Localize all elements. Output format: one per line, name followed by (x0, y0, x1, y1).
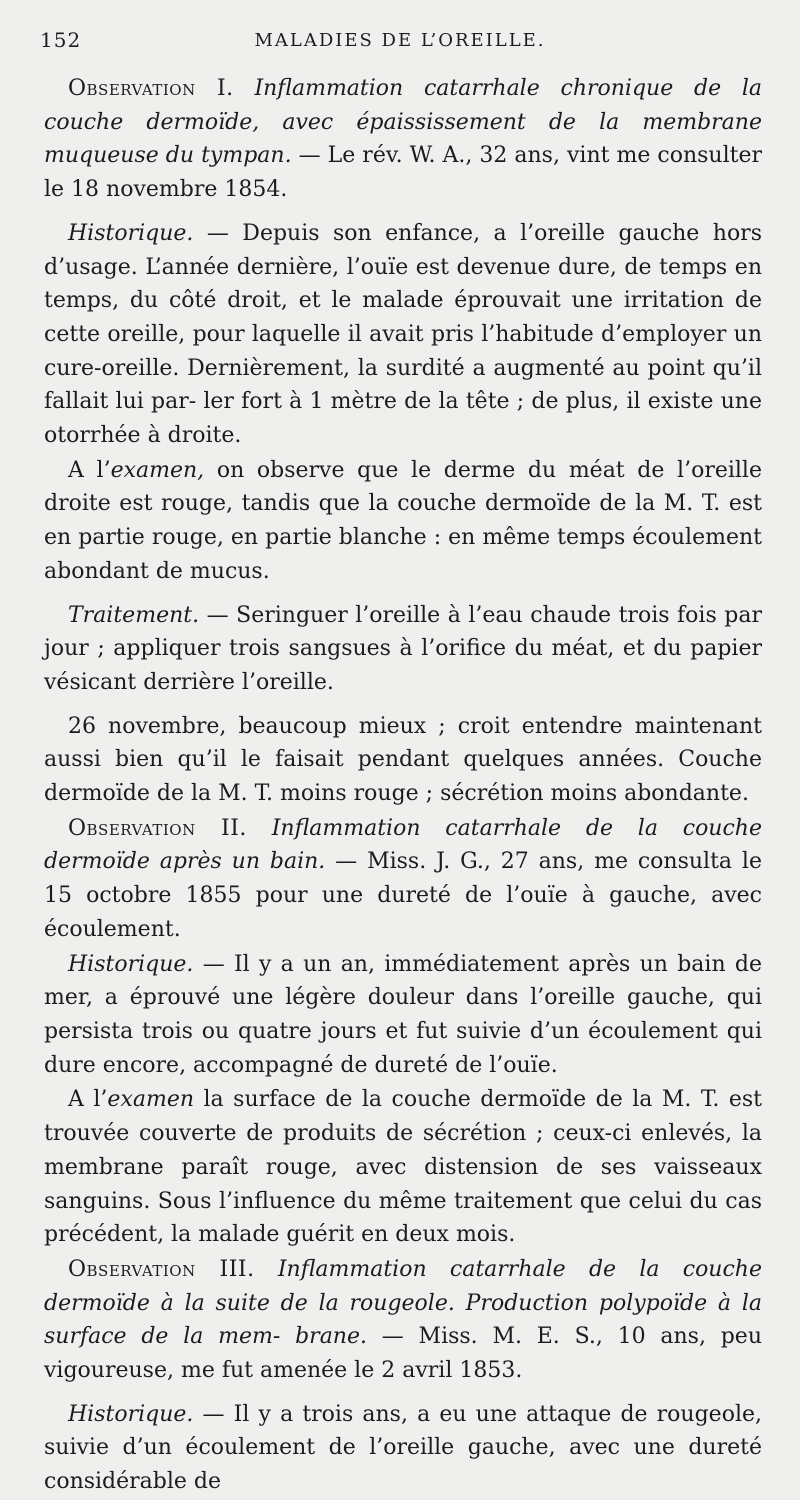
section-label: Historique. (68, 220, 194, 246)
observation-label: Observation III. (68, 1256, 255, 1282)
followup-1 (44, 710, 762, 811)
section-label: Traitement. (68, 602, 200, 628)
paragraph-text: — Miss. J. G., 27 ans, me consulta le 15 octobre 1855 pour une dureté de l’ouïe à gauche, avec écoulement. (44, 849, 762, 942)
observation-label: Observation II. (68, 815, 247, 841)
page-number: 152 (40, 28, 82, 52)
observation-3-heading (44, 1253, 762, 1388)
section-label: Historique. (68, 1401, 194, 1427)
traitement-1 (44, 599, 762, 700)
paragraph-text: — Miss. M. E. S., 10 ans, peu vigoureuse, me fut amenée le 2 avril 1853. (44, 1324, 762, 1384)
running-title: MALADIES DE L’OREILLE. (254, 30, 546, 51)
examen-1 (44, 454, 762, 589)
paragraph-text: — Le rév. W. A., 32 ans, vint me consulter le 18 novembre 1854. (44, 143, 762, 203)
observation-title: Inflammation catarrhale chronique de la couche dermoïde, avec épaississement de la membrane muqueuse du tympan. (44, 76, 762, 169)
paragraph-text: — Seringuer l’oreille à l’eau chaude trois fois par jour ; appliquer trois sangsues à l’orifice du méat, et du papier vésicant derrière l’oreille. (44, 602, 762, 695)
observation-title: Inflammation catarrhale de la couche dermoïde après un bain. (44, 815, 762, 875)
paragraph-text: — Il y a un an, immédiatement après un bain de mer, a éprouvé une légère douleur dans l’oreille gauche, qui persista trois ou quatre jours et fut suivie d’un écoulement qui dure encore, accompagné de dureté de l’ouïe. (44, 951, 762, 1078)
observation-title: Inflammation catarrhale de la couche dermoïde à la suite de la rougeole. Production polypoïde à la surface de la mem- brane. (44, 1256, 762, 1350)
paragraph-text: la surface de la couche dermoïde de la M. T. est trouvée couverte de produits de sécrétion ; ceux-ci enlevés, la membrane paraît rouge, avec distension de ses vaisseaux sanguins. Sous l’influence du même traitement que celui du cas précédent, la malade guérit en deux mois. (44, 1087, 762, 1248)
section-label: Historique. (68, 951, 194, 977)
section-label: examen (107, 1087, 195, 1113)
historique-2 (44, 948, 762, 1083)
historique-1 (44, 217, 762, 453)
paragraph-text: on observe que le derme du méat de l’oreille droite est rouge, tandis que la couche dermoïde de la M. T. est en partie rouge, en partie blanche : en même temps écoulement abondant de mucus. (44, 457, 762, 584)
observation-1-heading (44, 72, 762, 207)
paragraph-text: 26 novembre, beaucoup mieux ; croit entendre maintenant aussi bien qu’il le faisait pendant quelques années. Couche dermoïde de la M. T. moins rouge ; sécrétion moins abondante. (44, 713, 762, 807)
observation-2-heading (44, 812, 762, 947)
observation-label: Observation I. (68, 76, 234, 101)
examen-2 (44, 1083, 762, 1252)
paragraph-lead: A l’ (68, 1087, 108, 1113)
section-label: examen, (110, 457, 205, 483)
page-header (40, 28, 760, 58)
paragraph-text: — Il y a trois ans, a eu une attaque de rougeole, suivie d’un écoulement de l’oreille gauche, avec une dureté considérable de (44, 1401, 762, 1495)
paragraph-text: — Depuis son enfance, a l’oreille gauche hors d’usage. L’année dernière, l’ouïe est devenue dure, de temps en temps, du côté droit, et le malade éprouvait une irritation de cette oreille, pour laquelle il avait pris l’habitude d’employer un cure-oreille. Dernièrement, la surdité a augmenté au point qu’il fallait lui par- ler fort à 1 mètre de la tête ; de plus, il existe une otorrhée à droite. (44, 220, 762, 449)
page-body (44, 72, 762, 1500)
paragraph-lead: A l’ (68, 457, 111, 483)
historique-3 (44, 1398, 762, 1499)
